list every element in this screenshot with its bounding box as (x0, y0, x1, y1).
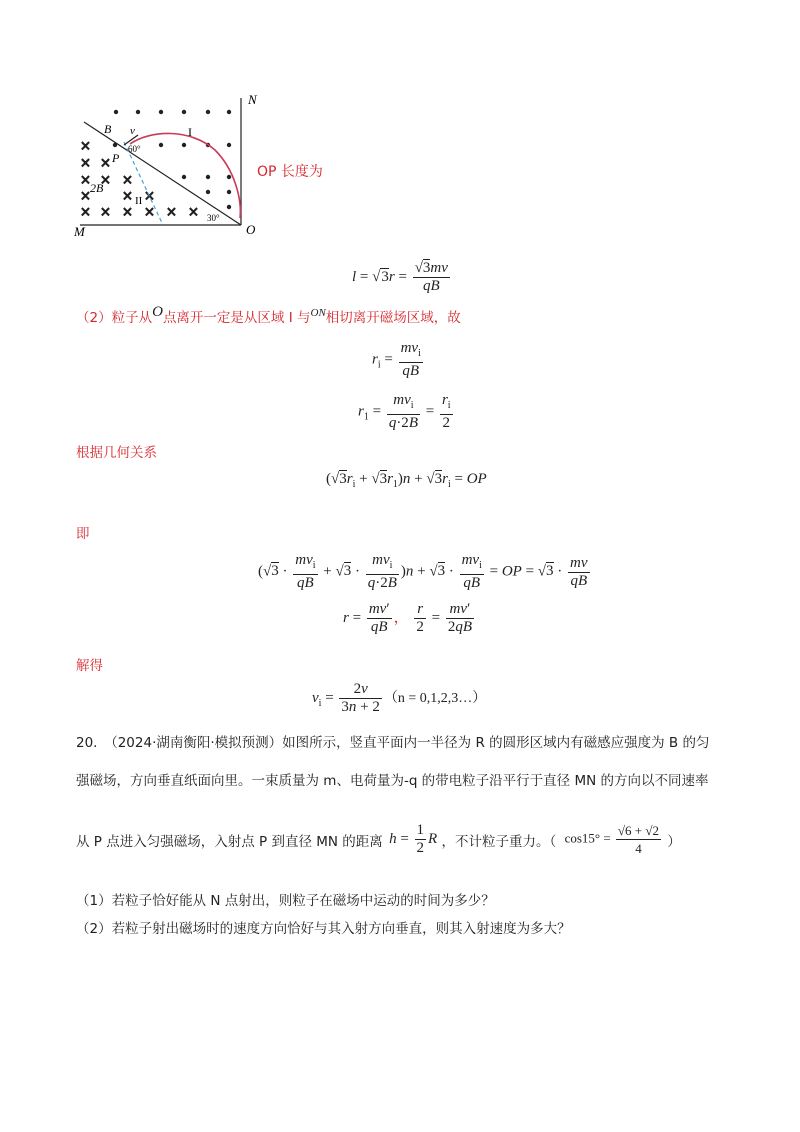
part2-O: O (152, 304, 163, 320)
h-den: 2 (416, 840, 425, 856)
label-P: P (112, 151, 120, 165)
eq1-lhs: l = (352, 268, 373, 285)
eq7-condition: （n = 0,1,2,3…） (383, 690, 487, 706)
problem20-line3 (76, 822, 681, 857)
label-v: v (130, 125, 135, 137)
question-2: （2）若粒子射出磁场时的速度方向恰好与其入射方向垂直，则其入射速度为多大？ (76, 921, 571, 937)
equation-radius-prime: r = $\frac{mv'}{qB}$ ， $\frac{r}{2}$ = $\frac{mv'}{2qB}$ (343, 601, 472, 635)
svg-text:×: × (122, 205, 133, 220)
h-equation: h = $\frac{1}{2}$ R (389, 822, 438, 856)
part2-text-c: 相切离开磁场区域，故 (325, 310, 461, 326)
svg-text:×: × (122, 189, 133, 204)
svg-text:×: × (100, 205, 111, 220)
cos-num: √6 + √2 (617, 823, 660, 838)
problem20-line2: 强磁场，方向垂直纸面向里。一束质量为 m、电荷量为-q 的带电粒子沿平行于直径 MN 的方向以不同速率 (76, 773, 709, 789)
label-field-2B: 2B (90, 181, 104, 195)
line3b-text: ，不计粒子重力。（ (441, 833, 557, 850)
equation-op-length: l = √3r = $\frac{√3mv}{qB}$ (352, 260, 448, 294)
cos-lhs: cos15° = (564, 830, 614, 846)
solve-text: 解得 (76, 658, 103, 674)
geometry-text: 根据几何关系 (76, 445, 157, 461)
svg-text:×: × (80, 139, 91, 154)
label-region-II: II (135, 195, 143, 207)
label-region-I: I (188, 125, 192, 139)
line3a-text: 从 P 点进入匀强磁场，入射点 P 到直径 MN 的距离 (76, 833, 383, 850)
part2-text-a: （2）粒子从 (76, 310, 153, 326)
label-B: B (104, 122, 112, 136)
svg-text:×: × (122, 173, 133, 188)
equation-ri: $r_i$ = $\frac{mv_i}{qB}$ (372, 340, 421, 379)
svg-text:×: × (100, 156, 111, 171)
cos-den: 4 (635, 841, 642, 856)
physics-figure (70, 90, 270, 240)
svg-text:×: × (80, 156, 91, 171)
eq1-den: qB (422, 278, 440, 294)
part2-intro (76, 306, 461, 331)
label-angle-60: 60° (128, 144, 141, 154)
equation-r1: $r_1$ = $\frac{mv_i}{q\cdot 2B}$ = $\frac{r_i}{2}$ (358, 392, 451, 431)
svg-text:×: × (80, 189, 91, 204)
ji-text: 即 (76, 526, 90, 542)
eq6-separator: ， (393, 609, 409, 626)
question-1: （1）若粒子恰好能从 N 点射出，则粒子在磁场中运动的时间为多少？ (76, 893, 495, 909)
svg-text:×: × (144, 189, 155, 204)
label-O: O (246, 222, 256, 237)
svg-text:×: × (144, 205, 155, 220)
equation-expanded: (√3 · $\frac{mv_i}{qB}$ + √3 · $\frac{mv_i}{q\cdot 2B}$ )n + √3 · $\frac{mv_i}{qB}$ = OP = √3 · $\frac{mv}{qB}$ (258, 552, 588, 591)
problem20-line1: 20. （2024·湖南衡阳·模拟预测）如图所示，竖直平面内一半径为 R 的圆形区域内有磁感应强度为 B 的匀 (76, 735, 710, 751)
label-N: N (248, 92, 257, 107)
eq1-sqrt3: 3 (381, 268, 389, 285)
svg-text:×: × (80, 173, 91, 188)
svg-text:×: × (100, 173, 111, 188)
h-num: 1 (416, 822, 425, 838)
part2-text-b: 点离开一定是从区域 I 与 (162, 310, 311, 326)
svg-text:×: × (188, 205, 199, 220)
op-length-label: OP 长度为 (257, 164, 323, 180)
h-R: R (428, 830, 438, 847)
line3c-text: ） (667, 833, 681, 850)
equation-geometry: $(√3r_i + √3r_1)n + √3r_i$ = OP (326, 471, 487, 490)
svg-text:×: × (80, 205, 91, 220)
part2-ON: ON (310, 307, 326, 319)
svg-text:×: × (166, 205, 177, 220)
equation-result: $v_i$ = $\frac{2v}{3n + 2}$ （n = 0,1,2,3…） (312, 681, 487, 715)
label-M: M (74, 224, 85, 239)
label-angle-30: 30° (207, 213, 220, 223)
cos-equation (565, 822, 663, 857)
